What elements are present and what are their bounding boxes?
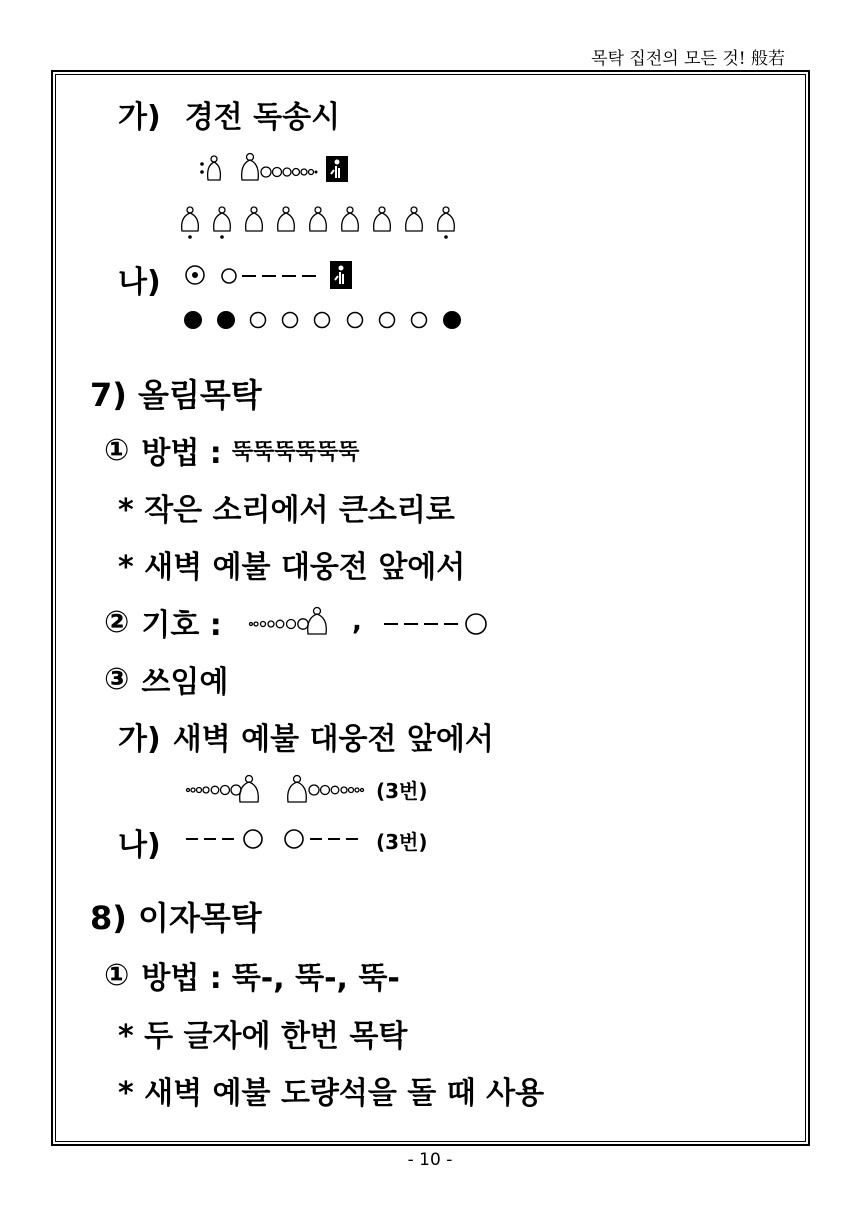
section8-item1-value: 뚝-, 뚝-, 뚝- [231,961,400,996]
symbol-separator: , [352,607,362,637]
section8-item1-num: ① [104,957,130,993]
section7-bullet-2: * 새벽 예불 대웅전 앞에서 [118,550,466,585]
section7-item1-value: 뚝뚝뚝뚝뚝뚝 [231,439,360,465]
prev-na-circle-row [182,307,472,333]
section7-bullet-1: * 작은 소리에서 큰소리로 [118,493,455,528]
section7-na-note: (3번) [376,830,428,854]
section7-item3-label: 쓰임예 [141,665,229,700]
running-header: 목탁 집전의 모든 것! 般若 [591,49,785,69]
circle-sequence-icon [182,307,472,333]
section7-item1 [104,428,359,472]
section8-item1 [104,953,400,997]
section8-bullet-1: * 두 글자에 한번 목탁 [118,1019,408,1054]
moktak-row-icon [180,203,470,241]
rising-falling-moktak-icon [184,770,374,806]
prev-ga-label: 가) [118,100,161,135]
prev-na-label: 나) [118,265,161,300]
section7-ga-symbols [184,770,374,806]
page-number: - 10 - [407,1150,453,1170]
section7-title: 7) 올림목탁 [90,376,262,414]
section7-item1-label: 방법 : [141,436,222,471]
section8-item1-label: 방법 : [141,961,222,996]
section7-item2-symbols [246,602,496,638]
section7-ga-line [118,714,494,758]
prev-ga-symbol-row-2 [180,203,470,241]
section7-ga-label: 가) [118,722,161,757]
dash-circle-dash-icon [184,824,374,854]
rising-moktak-symbol-icon [246,602,496,638]
prev-ga-symbol-row-1 [198,150,358,182]
section8-bullet-2: * 새벽 예불 도량석을 돌 때 사용 [118,1076,545,1111]
prev-na-line [118,257,161,301]
section7-ga-text: 새벽 예불 대웅전 앞에서 [172,722,494,757]
section7-item2 [104,600,222,644]
section8-title: 8) 이자목탁 [90,899,262,937]
prev-ga-line [118,92,340,136]
moktak-notation-icon [198,150,358,182]
section7-item2-label: 기호 : [141,608,222,643]
section7-na-symbols [184,824,374,854]
section7-ga-note: (3번) [376,779,428,803]
section7-na-line [118,820,161,864]
section7-item3-num: ③ [104,661,130,697]
section7-item1-num: ① [104,432,130,468]
prev-na-symbols [184,258,364,292]
section7-item3 [104,657,228,701]
dotted-circle-dash-icon [184,258,364,292]
section7-item2-num: ② [104,604,130,640]
prev-ga-text: 경전 독송시 [184,100,341,135]
section7-na-label: 나) [118,828,161,863]
